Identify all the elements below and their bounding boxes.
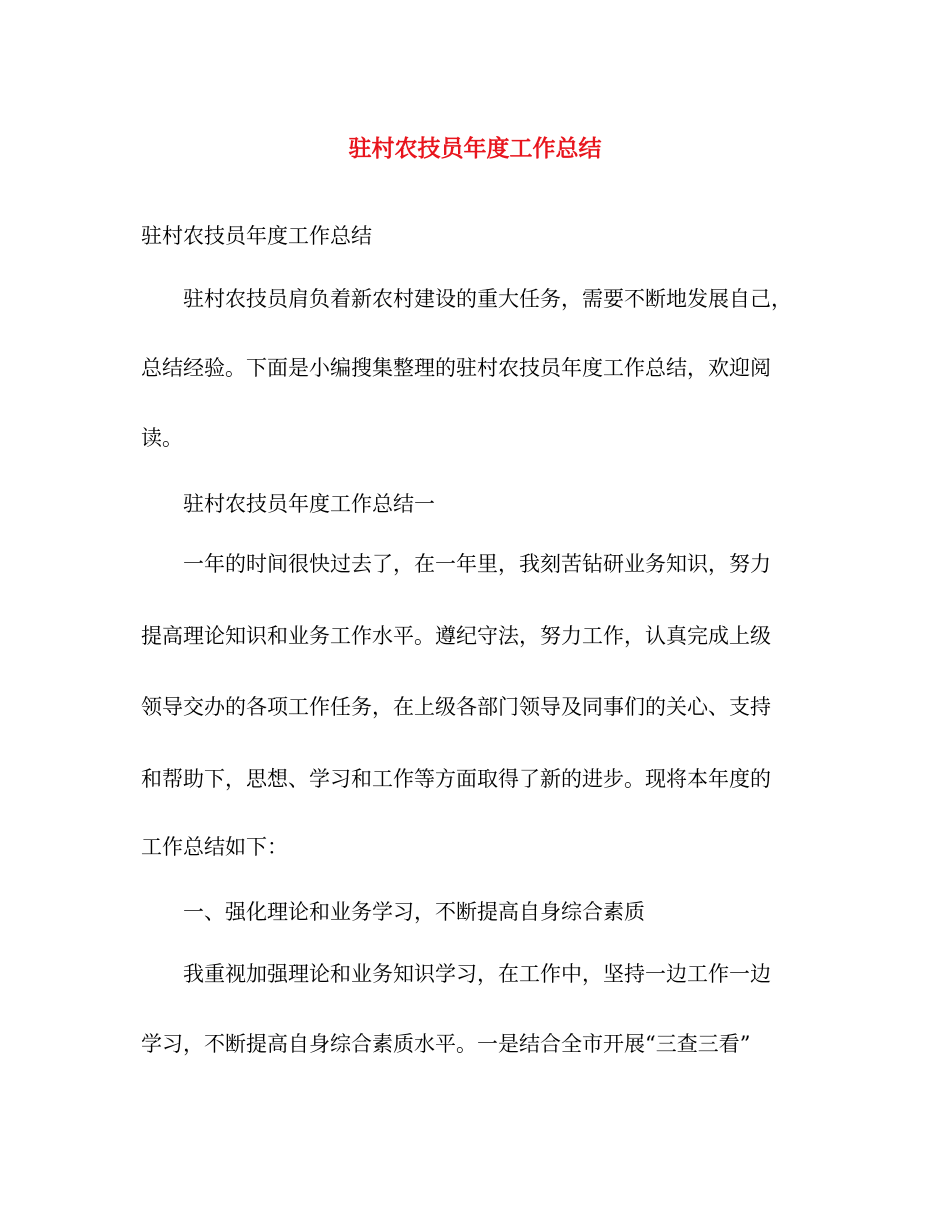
section-heading: 驻村农技员年度工作总结一 [183,492,435,516]
paragraph-line: 读。 [141,426,183,450]
paragraph-line: 学习，不断提高自身综合素质水平。一是结合全市开展“三查三看” [141,1032,751,1056]
paragraph-line: 提高理论知识和业务工作水平。遵纪守法，努力工作，认真完成上级 [141,624,771,648]
paragraph-line: 总结经验。下面是小编搜集整理的驻村农技员年度工作总结，欢迎阅 [141,356,771,380]
subtitle-line: 驻村农技员年度工作总结 [141,224,372,248]
paragraph-line: 我重视加强理论和业务知识学习，在工作中，坚持一边工作一边 [183,962,771,986]
paragraph-line: 驻村农技员肩负着新农村建设的重大任务，需要不断地发展自己， [183,287,792,311]
section-heading: 一、强化理论和业务学习，不断提高自身综合素质 [183,900,645,924]
paragraph-line: 领导交办的各项工作任务，在上级各部门领导及同事们的关心、支持 [141,695,771,719]
document-title: 驻村农技员年度工作总结 [348,135,602,162]
paragraph-line: 工作总结如下： [141,835,288,859]
paragraph-line: 和帮助下，思想、学习和工作等方面取得了新的进步。现将本年度的 [141,767,771,791]
paragraph-line: 一年的时间很快过去了，在一年里，我刻苦钻研业务知识，努力 [183,552,771,576]
